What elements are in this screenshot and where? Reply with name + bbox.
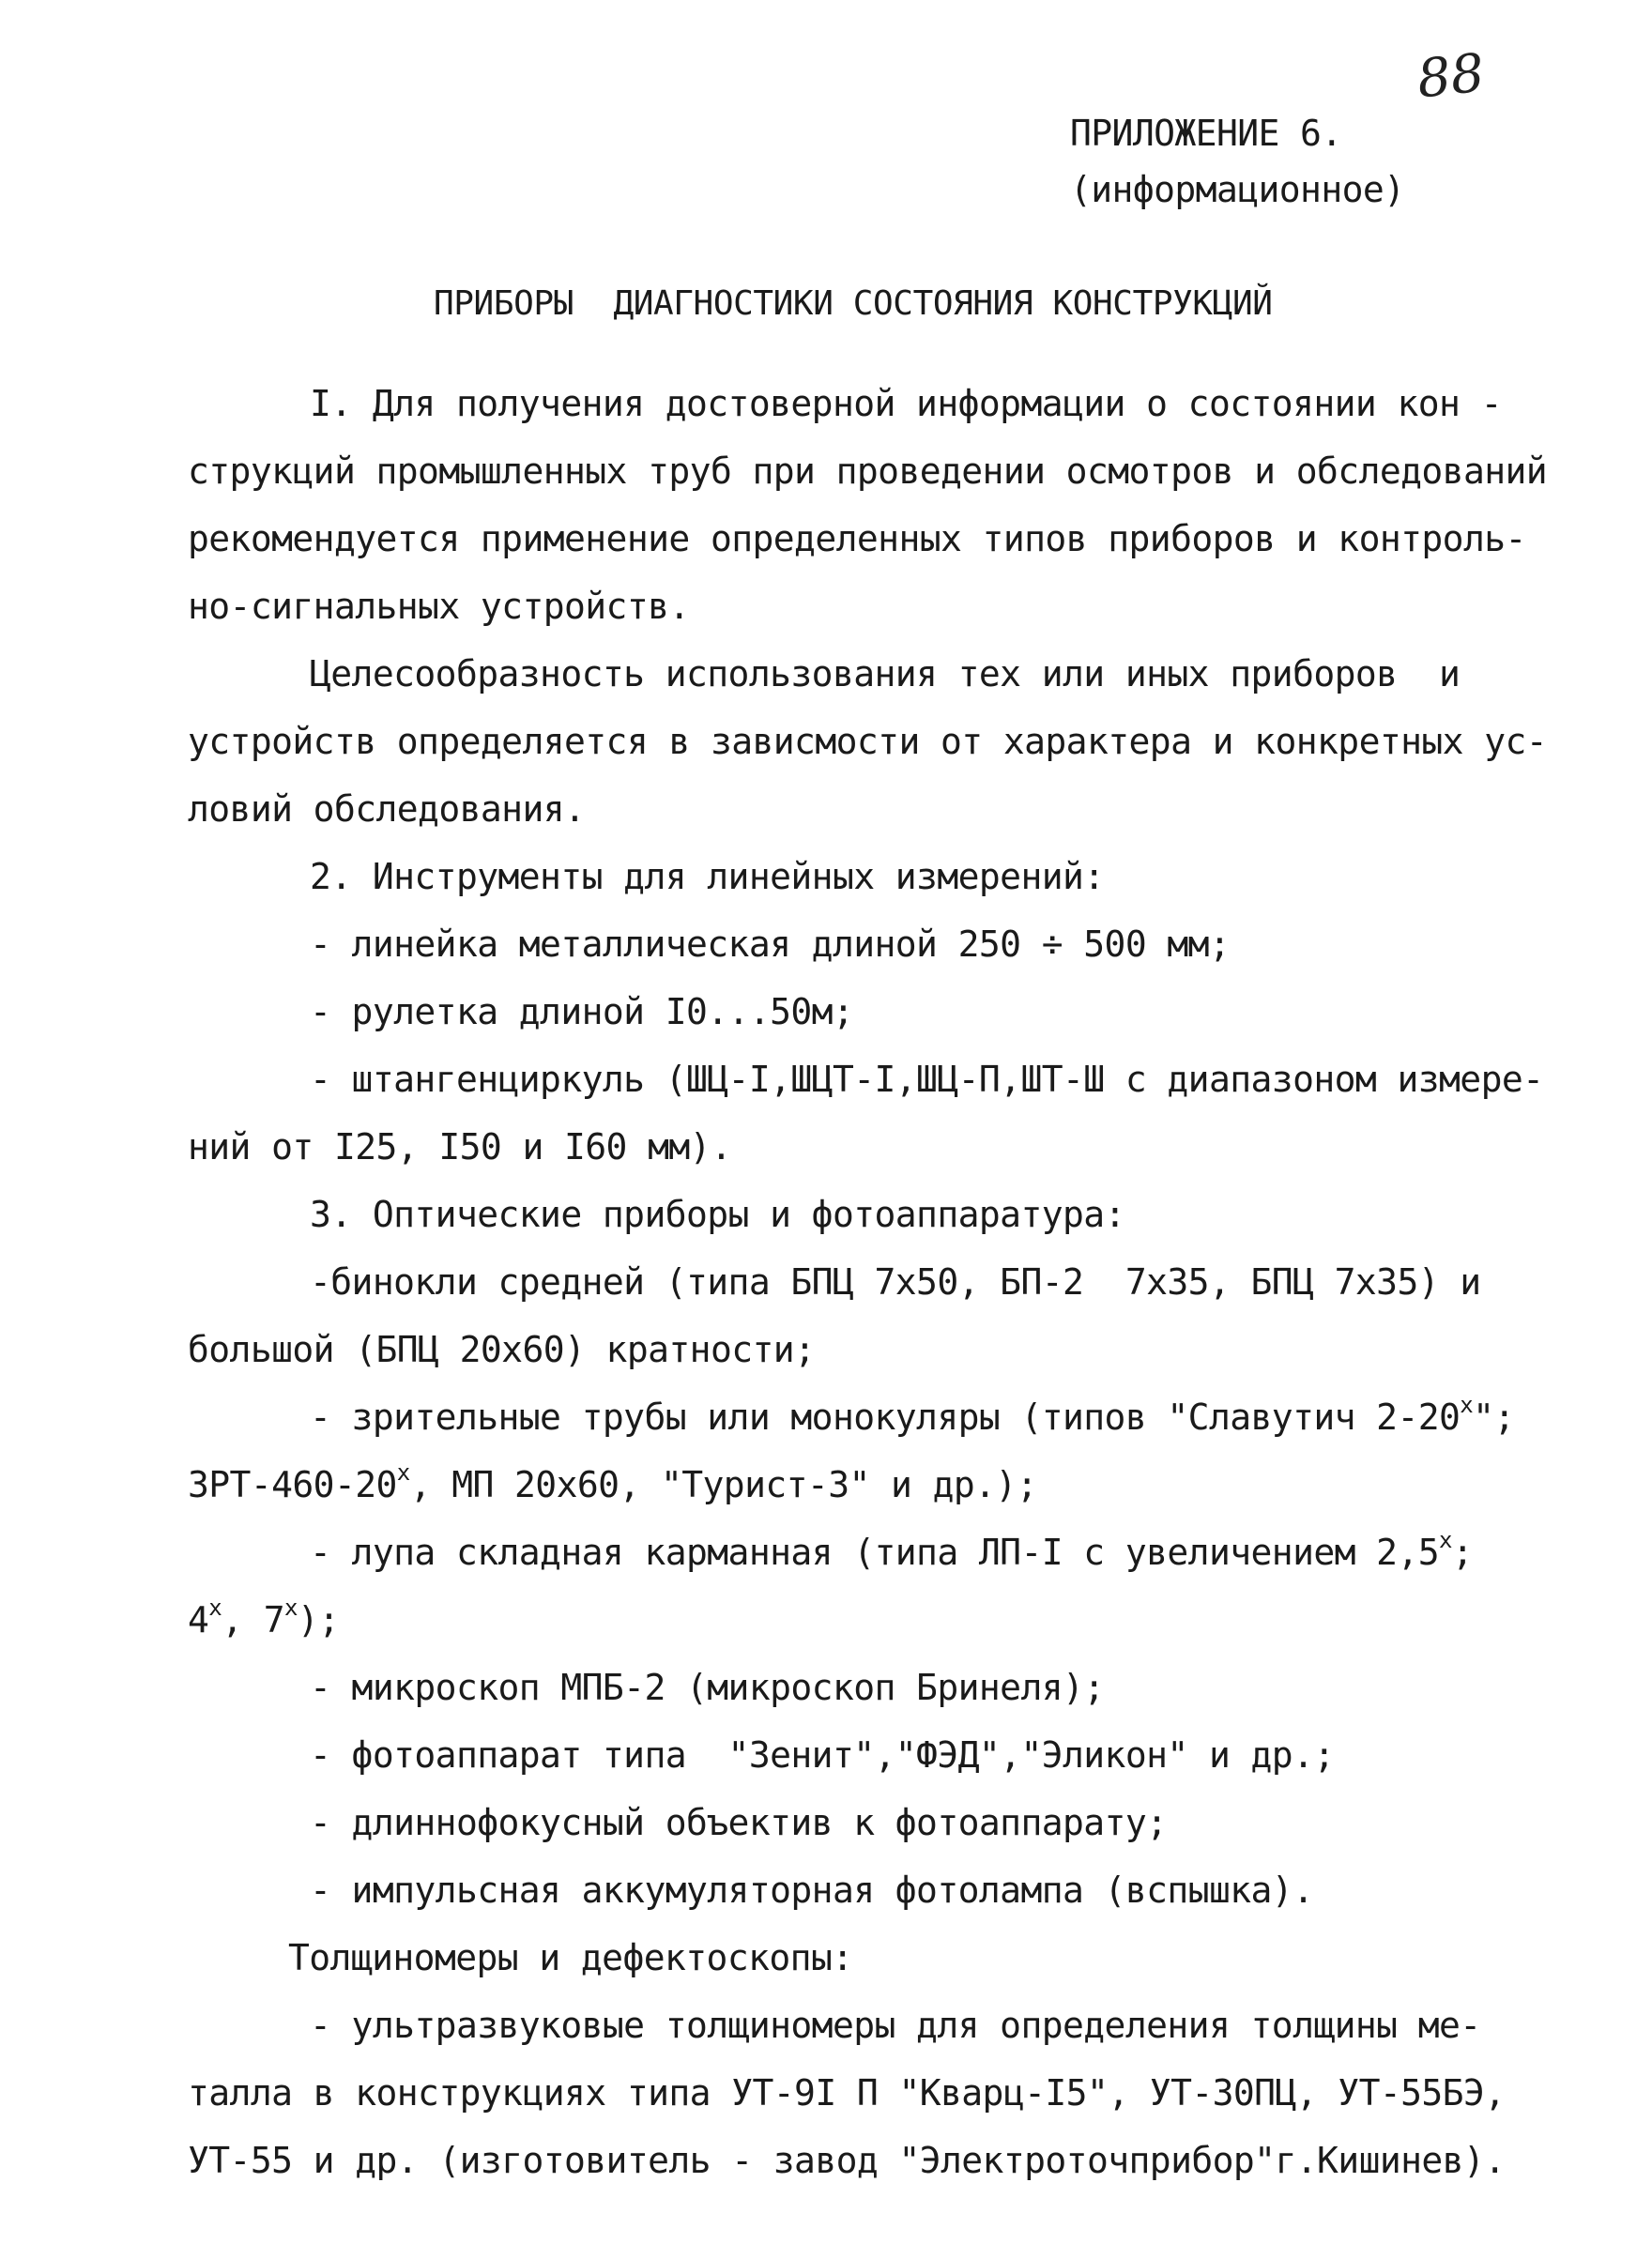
paragraph-1-line-4: но-сигнальных устройств.: [188, 586, 690, 627]
text-run: , МП 20х60, "Турист-3" и др.);: [409, 1464, 1037, 1505]
list-item-ruler: - линейка металлическая длиной 250 ÷ 500 мм;: [310, 923, 1231, 965]
paragraph-2-line-3: ловий обследования.: [188, 788, 586, 830]
paragraph-1-line-2: струкций промышленных труб при проведении осмотров и обследований: [188, 450, 1548, 492]
list-item-telescopes-line-1: [310, 1392, 1515, 1440]
list-item-flash: - импульсная аккумуляторная фотолампа (вспышка).: [310, 1870, 1314, 1911]
list-item-microscope: - микроскоп МПБ-2 (микроскоп Бринеля);: [310, 1667, 1105, 1708]
list-item-magnifier-line-1: [310, 1527, 1474, 1575]
superscript-x: х: [1460, 1392, 1474, 1419]
page-number: 88: [1414, 42, 1488, 111]
superscript-x: х: [396, 1459, 410, 1487]
superscript-x: х: [283, 1595, 298, 1622]
list-item-thickness-gauges-line-3: УТ-55 и др. (изготовитель - завод "Электроточприбор"г.Кишинев).: [188, 2140, 1506, 2181]
superscript-x: х: [1439, 1527, 1452, 1554]
text-run: );: [297, 1599, 340, 1641]
text-run: - лупа складная карманная (типа ЛП-I с увеличением 2,5: [310, 1532, 1440, 1573]
list-item-thickness-gauges-line-2: талла в конструкциях типа УТ-9I П "Кварц-I5", УТ-30ПЦ, УТ-55БЭ,: [188, 2072, 1506, 2114]
paragraph-2-line-1: Целесообразность использования тех или иных приборов и: [310, 653, 1461, 694]
list-item-caliper-line-1: - штангенциркуль (ШЦ-I,ШЦТ-I,ШЦ-П,ШТ-Ш с диапазоном измере-: [310, 1059, 1544, 1100]
paragraph-2-line-2: устройств определяется в зависмости от характера и конкретных ус-: [188, 721, 1548, 762]
text-run: ;: [1451, 1532, 1474, 1573]
text-run: - зрительные трубы или монокуляры (типов "Славутич 2-20: [310, 1397, 1461, 1438]
section-thickness-heading: Толщиномеры и дефектоскопы:: [288, 1937, 853, 1978]
list-item-magnifier-line-2: [188, 1597, 339, 1642]
list-item-thickness-gauges-line-1: - ультразвуковые толщиномеры для определения толщины ме-: [310, 2005, 1481, 2046]
superscript-x: х: [208, 1595, 222, 1622]
section-3-heading: 3. Оптические приборы и фотоаппаратура:: [310, 1194, 1125, 1235]
list-item-binoculars-line-2: большой (БПЦ 20х60) кратности;: [188, 1329, 816, 1370]
appendix-type: (информационное): [1070, 169, 1405, 210]
text-run: ";: [1473, 1397, 1515, 1438]
list-item-camera: - фотоаппарат типа "Зенит","ФЭД","Эликон" и др.;: [310, 1734, 1335, 1776]
text-run: , 7: [222, 1599, 284, 1641]
list-item-binoculars-line-1: -бинокли средней (типа БПЦ 7х50, БП-2 7х35, БПЦ 7х35) и: [310, 1261, 1481, 1303]
text-run: ЗРТ-460-20: [188, 1464, 397, 1505]
text-run: 4: [188, 1599, 209, 1641]
paragraph-1-line-1: I. Для получения достоверной информации о состоянии кон -: [310, 383, 1502, 424]
list-item-telescopes-line-2: [188, 1459, 1037, 1507]
list-item-lens: - длиннофокусный объектив к фотоаппарату;: [310, 1802, 1168, 1843]
paragraph-1-line-3: рекомендуется применение определенных типов приборов и контроль-: [188, 518, 1526, 559]
list-item-caliper-line-2: ний от I25, I50 и I60 мм).: [188, 1126, 732, 1168]
appendix-heading: ПРИЛОЖЕНИЕ 6.: [1070, 113, 1342, 154]
document-title: ПРИБОРЫ ДИАГНОСТИКИ СОСТОЯНИЯ КОНСТРУКЦИЙ: [434, 284, 1273, 323]
section-2-heading: 2. Инструменты для линейных измерений:: [310, 856, 1105, 897]
list-item-tape-measure: - рулетка длиной I0...50м;: [310, 991, 854, 1032]
